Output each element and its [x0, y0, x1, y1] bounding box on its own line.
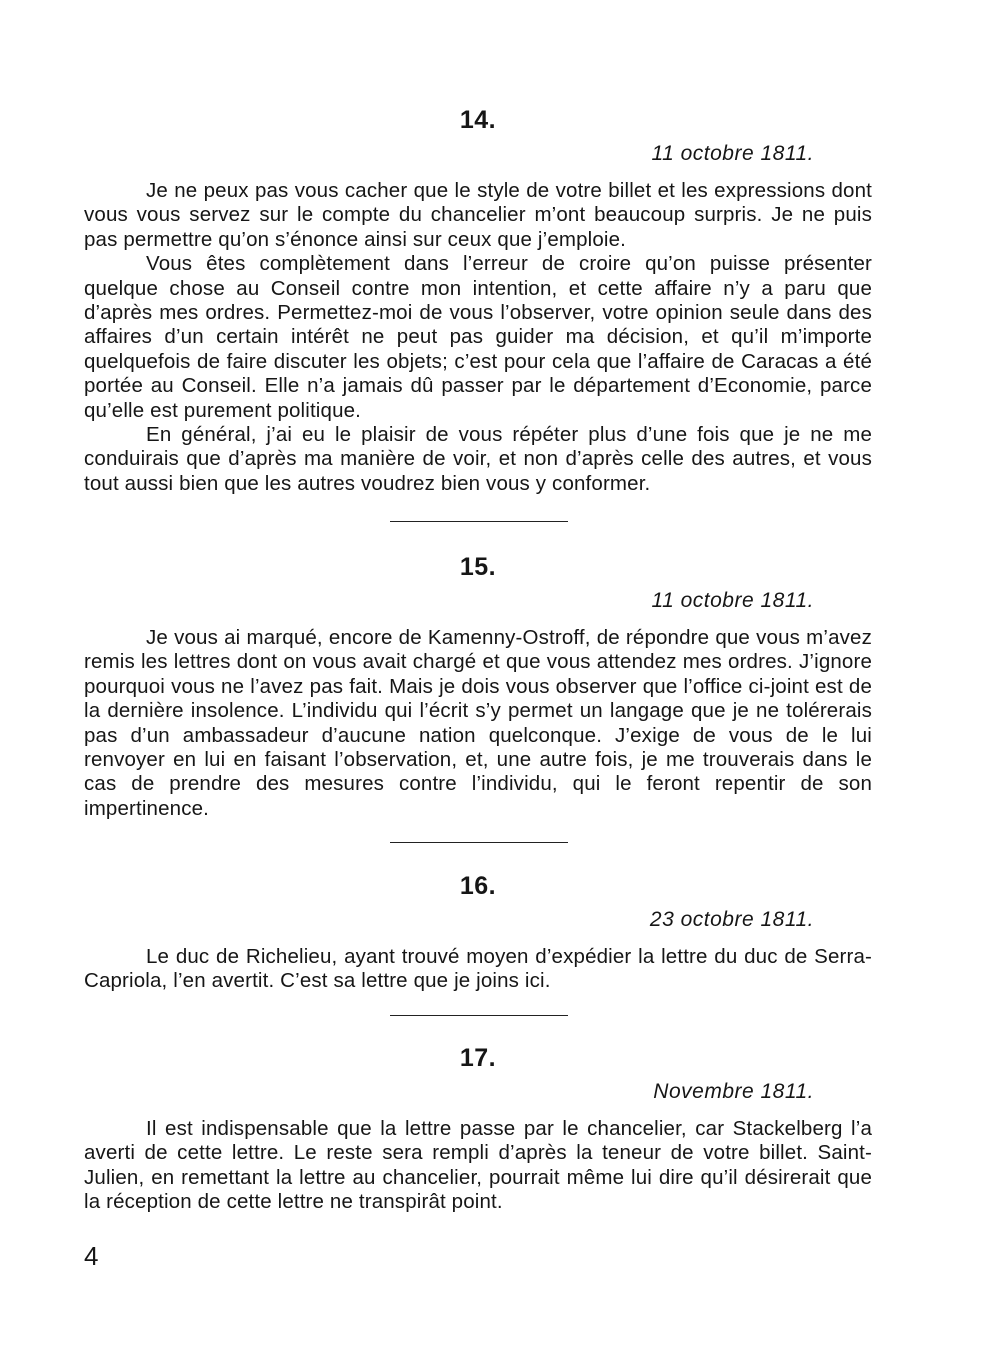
- section-divider: [390, 1015, 568, 1016]
- letter-date: 11 octobre 1811.: [651, 589, 814, 612]
- letter-number: 15.: [459, 553, 497, 581]
- paragraph: Je ne peux pas vous cacher que le style de votre billet et les expressions dont vous vous servez sur le compte du chancelier m’ont beaucoup surpris. Je ne puis pas permettre qu’on s’énonce ainsi sur ceux que j’emploie.: [84, 179, 872, 251]
- letter-17: [84, 1043, 872, 1215]
- section-divider: [390, 521, 568, 522]
- letter-date: 23 octobre 1811.: [649, 908, 814, 931]
- paragraph: Le duc de Richelieu, ayant trouvé moyen d’expédier la lettre du duc de Serra-Capriola, l’en avertit. C’est sa lettre que je joins ici.: [84, 945, 872, 993]
- letter-number: 17.: [459, 1044, 497, 1072]
- letter-number: 16.: [459, 872, 497, 900]
- letter-date: 11 octobre 1811.: [651, 142, 814, 165]
- letter-date: Novembre 1811.: [653, 1080, 814, 1103]
- section-divider: [390, 842, 568, 843]
- letter-16: [84, 871, 872, 994]
- paragraph: Je vous ai marqué, encore de Kamenny-Ostroff, de répondre que vous m’avez remis les lettres dont on vous avait chargé et que vous attendez mes ordres. J’ignore pourquoi vous ne l’avez pas fait. Mais je dois vous observer que l’office ci-joint est de la dernière insolence. L’individu qui l’écrit s’y permet un langage que je ne tolérerais pas d’un ambassadeur d’aucune nation quelconque. J’exige de vous de le lui renvoyer en lui en faisant l’observation, et, une autre fois, je me trouverais dans le cas de prendre des mesures contre l’individu, qui le feront repentir de son impertinence.: [84, 626, 872, 820]
- letter-number: 14.: [459, 106, 497, 134]
- letter-15: [84, 552, 872, 821]
- paragraph: Il est indispensable que la lettre passe par le chancelier, car Stackelberg l’a averti de cette lettre. Le reste sera rempli d’après la teneur de votre billet. Saint-Julien, en remettant la lettre au chancelier, pourrait même lui dire qu’il désirerait que la réception de cette lettre ne transpirât point.: [84, 1117, 872, 1214]
- page-number: 4: [84, 1241, 99, 1271]
- letter-14: [84, 105, 872, 496]
- paragraph: En général, j’ai eu le plaisir de vous répéter plus d’une fois que je ne me conduirais que d’après ma manière de voir, et non d’après celle des autres, et vous tout aussi bien que les autres voudrez bien vous y conformer.: [84, 423, 872, 495]
- paragraph: Vous êtes complètement dans l’erreur de croire qu’on puisse présenter quelque chose au Conseil contre mon intention, et cette affaire n’y a paru que d’après mes ordres. Permettez-moi de vous l’observer, votre opinion seule dans des affaires d’un certain intérêt ne peut pas guider ma décision, et qu’il m’importe quelquefois de faire discuter les objets; c’est pour cela que l’affaire de Caracas a été portée au Conseil. Elle n’a jamais dû passer par le département d’Economie, parce qu’elle est purement politique.: [84, 252, 872, 422]
